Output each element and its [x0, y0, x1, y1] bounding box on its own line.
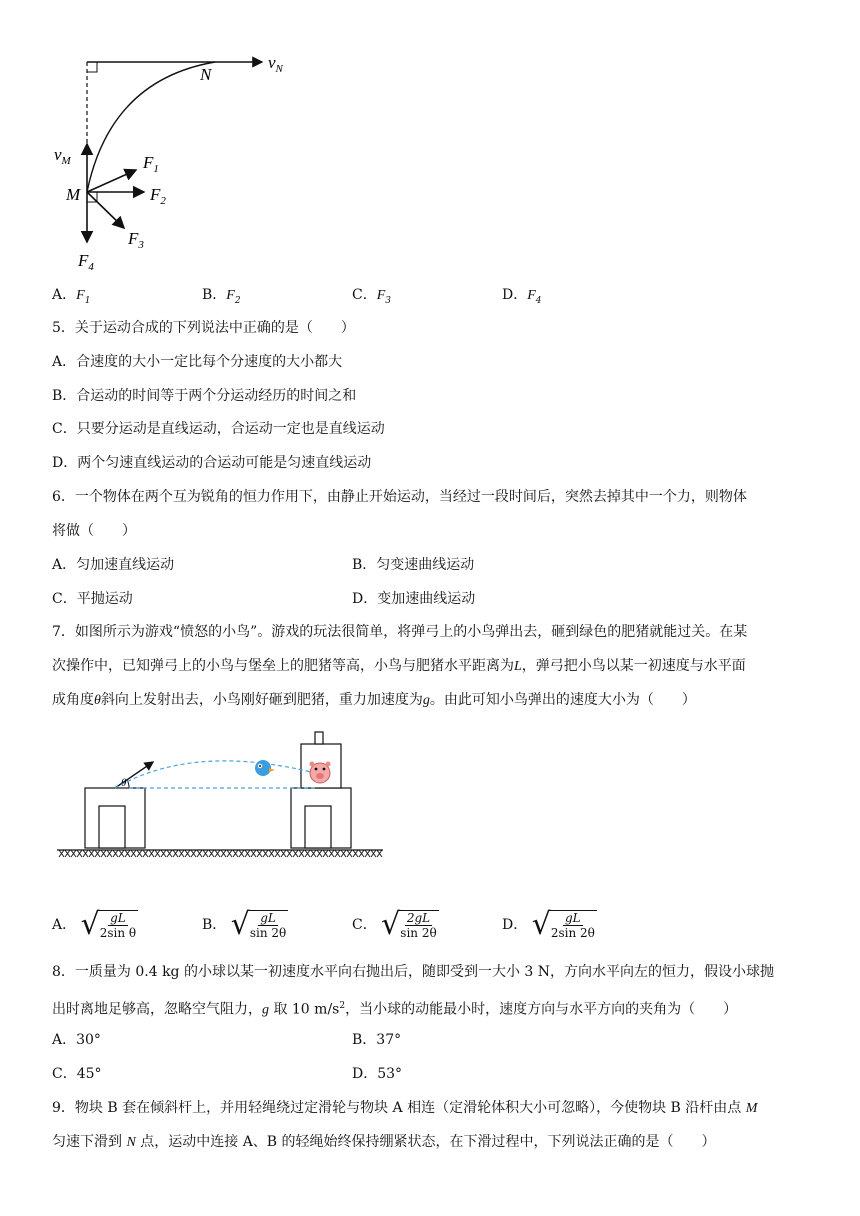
q5-option-d: D．两个匀速直线运动的合运动可能是匀速直线运动 — [52, 455, 372, 471]
F3-arrow — [87, 192, 124, 228]
label-F4: $F_4$ — [78, 251, 94, 273]
label-vM: $v_M$ — [54, 145, 71, 167]
q9-stem-line2: 匀速下滑到 N 点，运动中连接 A、B 的轻绳始终保持绷紧状态，在下滑过程中，下列说法正确的是（ ） — [52, 1134, 716, 1150]
q5-option-b: B．合运动的时间等于两个分运动经历的时间之和 — [52, 388, 357, 404]
q8-stem-line1: 8．一质量为 0.4 kg 的小球以某一初速度水平向右抛出后，随即受到一大小 3 N，方向水平向左的恒力，假设小球抛 — [52, 964, 775, 980]
label-vN: $v_N$ — [268, 53, 283, 75]
q7-stem-line2: 次操作中，已知弹弓上的小鸟与堡垒上的肥猪等高，小鸟与肥猪水平距离为L，弹弓把小鸟以某一初速度与水平面 — [52, 658, 746, 674]
label-M: M — [66, 185, 81, 204]
q7-option-b: B． √ $\frac{gL}{\sin 2\theta}$ — [202, 907, 287, 942]
q8-stem-line2: 出时离地足够高，忽略空气阻力，g 取 10 $m/s^2$，当小球的动能最小时，速度方向与水平方向的夹角为（ ） — [52, 1001, 738, 1018]
q7-option-c: C． √ $\frac{2gL}{\sin 2\theta}$ — [352, 907, 437, 942]
angry-birds-figure — [55, 728, 390, 863]
blue-bird — [255, 760, 275, 776]
left-tower-door — [99, 806, 125, 848]
q5-option-a: A．合速度的大小一定比每个分速度的大小都大 — [52, 354, 343, 370]
q7-option-d: D． √ $\frac{gL}{2\sin 2\theta}$ — [502, 907, 595, 942]
q7-stem-line1: 7．如图所示为游戏“愤怒的小鸟”。游戏的玩法很简单，将弹弓上的小鸟弹出去，砸到绿色的肥猪就能过关。在某 — [52, 624, 748, 640]
q6-stem-line1: 6．一个物体在两个互为锐角的恒力作用下，由静止开始运动，当经过一段时间后，突然去掉其中一个力，则物体 — [52, 489, 747, 505]
q7-option-a: A． √ $\frac{gL}{\text{2sin θ}}$ — [52, 907, 137, 942]
q5-stem: 5．关于运动合成的下列说法中正确的是（ ） — [52, 320, 355, 336]
q8-option-d: D．53° — [352, 1066, 403, 1082]
q6-option-d: D．变加速曲线运动 — [352, 591, 476, 607]
right-tower-door — [305, 806, 331, 848]
label-N: N — [200, 65, 212, 84]
q6-option-c: C．平抛运动 — [52, 591, 133, 607]
q8-option-a: A．30° — [52, 1032, 101, 1048]
q6-stem-line2: 将做（ ） — [52, 523, 136, 539]
q6-option-a: A．匀加速直线运动 — [52, 557, 175, 573]
right-tower-chimney — [315, 732, 323, 744]
trajectory-curve — [87, 62, 215, 192]
q4-option-b: B．$F_2$ — [202, 287, 241, 306]
trajectory-dashed — [115, 761, 319, 788]
right-angle-mark-top — [87, 62, 97, 72]
q6-option-b: B．匀变速曲线运动 — [352, 557, 475, 573]
pig — [310, 762, 331, 784]
angle-theta: θ — [121, 777, 127, 789]
q9-stem-line1: 9．物块 B 套在倾斜杆上，并用轻绳绕过定滑轮与物块 A 相连（定滑轮体积大小可忽略），今使物块 B 沿杆由点 M — [52, 1100, 758, 1116]
q5-option-c: C．只要分运动是直线运动，合运动一定也是直线运动 — [52, 421, 385, 437]
q4-option-a: A．$F_1$ — [52, 287, 91, 306]
label-F3: $F_3$ — [128, 229, 144, 251]
force-diagram — [40, 40, 300, 280]
q7-stem-line3: 成角度θ斜向上发射出去，小鸟刚好砸到肥猪，重力加速度为g。由此可知小鸟弹出的速度大小为（ ） — [52, 692, 696, 708]
q8-option-c: C．45° — [52, 1066, 102, 1082]
F1-arrow — [87, 170, 136, 192]
q4-option-c: C．$F_3$ — [352, 287, 392, 306]
q4-option-d: D．$F_4$ — [502, 287, 542, 306]
label-F1: $F_1$ — [143, 153, 159, 175]
q8-option-b: B．37° — [352, 1032, 402, 1048]
ground-hatching — [59, 850, 382, 857]
label-F2: $F_2$ — [150, 185, 166, 207]
